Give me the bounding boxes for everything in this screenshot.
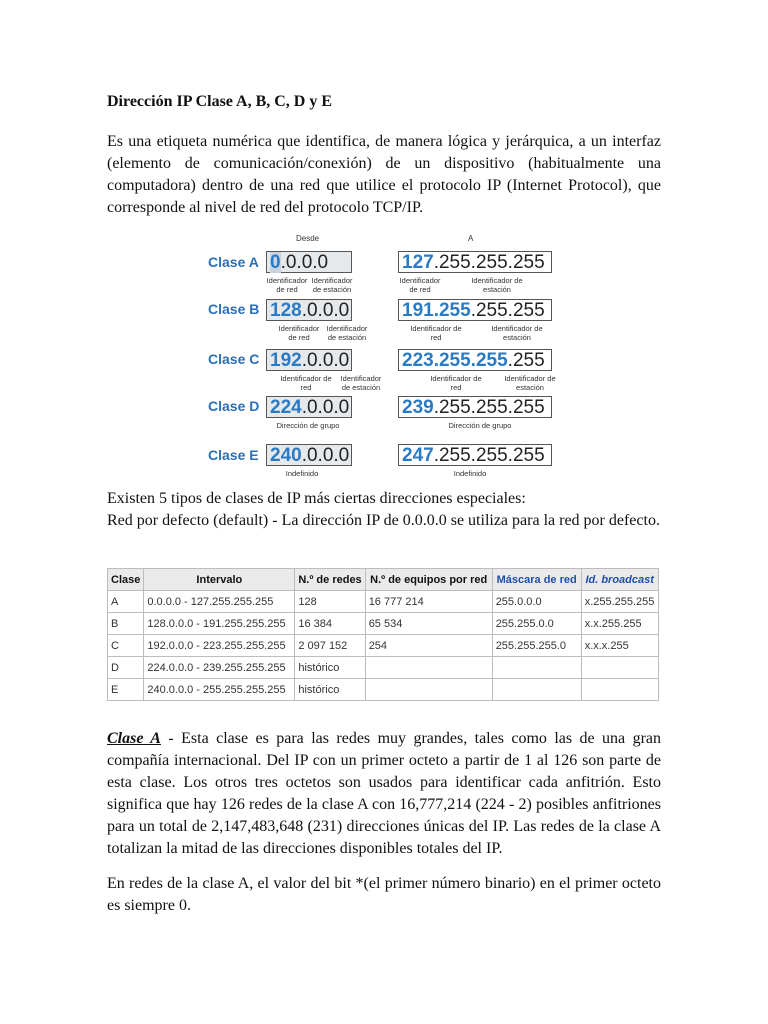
class-a-paragraph [107,728,661,860]
col-mascara: Máscara de red [492,569,581,591]
table-cell: 65 534 [365,613,492,635]
intro-paragraph: Es una etiqueta numérica que identifica, de manera lógica y jerárquica, a un interfaz (elemento de comunicación/conexión) de un dispositivo (habitualmente una computadora) dentro de una red que utilice el protocolo IP (Internet Protocol), que corresponde al nivel de red del protocolo TCP/IP. [107,133,661,216]
table-row [108,613,659,635]
table-cell: 2 097 152 [295,635,365,657]
col-equipos: N.º de equipos por red [365,569,492,591]
col-clase: Clase [108,569,144,591]
table-cell: x.x.255.255 [581,613,658,635]
table-cell [581,657,658,679]
table-cell: 16 384 [295,613,365,635]
page-title: Dirección IP Clase A, B, C, D y E [107,93,333,110]
table-header-row [108,569,659,591]
table-cell: 255.255.0.0 [492,613,581,635]
class-b-to-address: 191.255.255.255 [398,299,552,321]
class-a-lead: Clase A [107,730,161,747]
class-e-from-address: 240.0.0.0 [266,444,352,466]
table-cell: histórico [295,657,365,679]
class-b-from-host-id: Identificador de estación [326,324,368,342]
class-d-to-address: 239.255.255.255 [398,396,552,418]
class-e-from-undefined: Indefinido [285,469,319,478]
class-b-from-address: 128.0.0.0 [266,299,352,321]
table-cell: C [108,635,144,657]
class-c-from-address: 192.0.0.0 [266,349,352,371]
class-c-from-host-id: Identificador de estación [340,374,382,392]
table-cell [365,657,492,679]
table-cell: 240.0.0.0 - 255.255.255.255 [144,679,295,701]
class-b-to-net-id: Identificador de red [410,324,462,342]
default-line: Red por defecto (default) - La dirección IP de 0.0.0.0 se utiliza para la red por defecto. [107,512,660,529]
types-paragraph [107,488,661,532]
table-cell: 0.0.0.0 - 127.255.255.255 [144,591,295,613]
class-c-to-net-id: Identificador de red [430,374,482,392]
table-cell: 255.255.255.0 [492,635,581,657]
class-a-to-net-id: Identificador de red [399,276,441,294]
table-cell [492,679,581,701]
table-cell: 128 [295,591,365,613]
class-a-from-address: 0.0.0.0 [266,251,352,273]
ip-classes-table [107,568,659,701]
table-cell [492,657,581,679]
table-cell: 128.0.0.0 - 191.255.255.255 [144,613,295,635]
class-d-to-group: Dirección de grupo [448,421,512,430]
table-cell: 254 [365,635,492,657]
types-line: Existen 5 tipos de clases de IP más ciertas direcciones especiales: [107,490,526,507]
table-cell [365,679,492,701]
table-cell: x.x.x.255 [581,635,658,657]
table-cell: E [108,679,144,701]
class-e-to-undefined: Indefinido [453,469,487,478]
table-cell: 255.0.0.0 [492,591,581,613]
class-d-from-address: 224.0.0.0 [266,396,352,418]
class-c-to-host-id: Identificador de estación [504,374,556,392]
table-row [108,635,659,657]
table-cell: 224.0.0.0 - 239.255.255.255 [144,657,295,679]
table-cell: x.255.255.255 [581,591,658,613]
table-row [108,679,659,701]
class-b-to-host-id: Identificador de estación [491,324,543,342]
class-c-from-net-id: Identificador de red [280,374,332,392]
table-cell: A [108,591,144,613]
table-cell [581,679,658,701]
class-e-to-address: 247.255.255.255 [398,444,552,466]
class-a-bit-paragraph: En redes de la clase A, el valor del bit *(el primer número binario) en el primer octeto es siempre 0. [107,875,661,914]
col-intervalo: Intervalo [144,569,295,591]
class-a-to-address: 127.255.255.255 [398,251,552,273]
class-a-text: - Esta clase es para las redes muy grandes, tales como las de una gran compañía internacional. Del IP con un primer octeto a partir de 1 al 126 son parte de esta clase. Los otros tres octetos son usados para identificar cada anfitrión. Esto significa que hay 126 redes de la clase A con 16,777,214 (224 - 2) posibles anfitriones para un total de 2,147,483,648 (231) direcciones únicas del IP. Las redes de la clase A totalizan la mitad de las direcciones disponibles totales del IP. [107,730,661,857]
table-cell: B [108,613,144,635]
class-a-to-host-id: Identificador de estación [471,276,523,294]
from-header: Desde [296,234,320,243]
to-header: A [468,234,474,243]
col-redes: N.º de redes [295,569,365,591]
class-c-label: Clase C [208,351,260,367]
class-c-to-address: 223.255.255.255 [398,349,552,371]
table-cell: D [108,657,144,679]
class-a-label: Clase A [208,254,259,270]
class-d-label: Clase D [208,398,260,414]
class-d-from-group: Dirección de grupo [276,421,340,430]
col-broadcast: Id. broadcast [581,569,658,591]
table-cell: histórico [295,679,365,701]
table-row [108,657,659,679]
class-b-from-net-id: Identificador de red [278,324,320,342]
table-cell: 16 777 214 [365,591,492,613]
class-b-label: Clase B [208,301,260,317]
class-a-from-net-id: Identificador de red [266,276,308,294]
ip-classes-diagram [204,232,556,478]
table-cell: 192.0.0.0 - 223.255.255.255 [144,635,295,657]
table-row [108,591,659,613]
class-a-from-host-id: Identificador de estación [311,276,353,294]
class-e-label: Clase E [208,447,259,463]
